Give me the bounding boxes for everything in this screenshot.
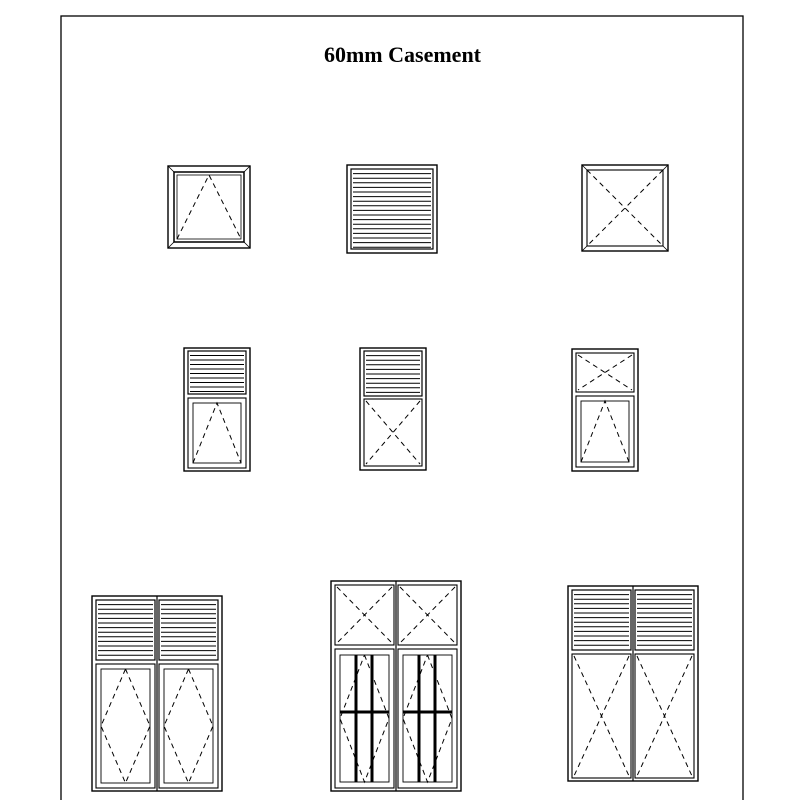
fixed-over-awning <box>572 349 638 471</box>
frame-mitre <box>663 246 668 251</box>
louvre-over-fixed <box>360 348 426 470</box>
glazing-bead <box>177 175 241 239</box>
frame-mitre <box>244 242 250 248</box>
side-hung-symbol <box>340 655 389 782</box>
frame-mitre <box>582 165 587 170</box>
sheet-border <box>61 16 743 800</box>
side-hung-symbol <box>164 669 213 783</box>
frame-mitre <box>582 246 587 251</box>
frame-mitre <box>663 165 668 170</box>
outer-frame <box>174 172 244 242</box>
outer-frame <box>168 166 250 248</box>
frame-mitre <box>168 242 174 248</box>
side-hung-symbol <box>403 655 452 782</box>
fixed-window <box>582 165 668 251</box>
double-fixed-casement-with-bars <box>331 581 461 791</box>
sash-frame <box>174 172 244 242</box>
outer-frame <box>184 348 250 471</box>
glazing-bead <box>403 655 452 782</box>
side-hung-symbol <box>101 669 150 783</box>
sash-frame <box>188 398 246 468</box>
right-sash-frame <box>159 664 218 788</box>
louvre-frame <box>188 351 246 394</box>
inner-frame <box>174 172 244 242</box>
left-sash-frame <box>96 664 155 788</box>
top-hung-symbol <box>581 401 629 462</box>
top-hung-symbol <box>177 175 241 239</box>
top-hung-symbol <box>193 403 241 463</box>
glazing-bead <box>340 655 389 782</box>
left-sash-frame <box>335 649 394 788</box>
double-louvre-casement <box>92 596 222 791</box>
louvre-frame <box>351 169 433 249</box>
glazing-bead <box>164 669 213 783</box>
awning-window <box>168 166 250 248</box>
glazing-bead <box>193 403 241 463</box>
page-title: 60mm Casement <box>323 42 482 67</box>
outer-frame <box>360 348 426 470</box>
frame-mitre <box>168 166 174 172</box>
glazing-bead <box>101 669 150 783</box>
outer-frame <box>572 349 638 471</box>
louvre-panel <box>347 165 437 253</box>
double-louvre-fixed <box>568 586 698 781</box>
glazing-bead <box>581 401 629 462</box>
sash-frame <box>576 396 634 467</box>
right-sash-frame <box>398 649 457 788</box>
louvre-over-awning <box>184 348 250 471</box>
frame-mitre <box>244 166 250 172</box>
